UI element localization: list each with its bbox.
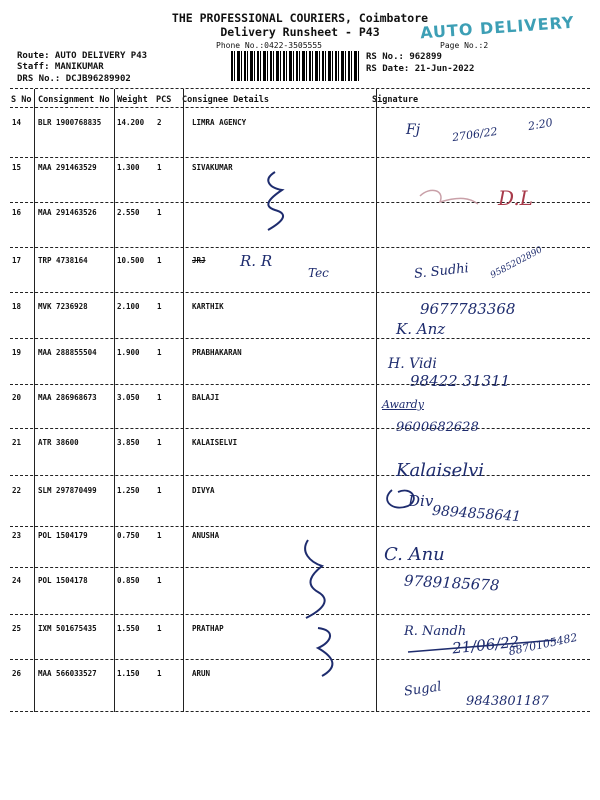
row-consignment: BLR 1900768835: [38, 118, 102, 127]
row-pcs: 1: [157, 393, 162, 402]
row-consignee: PRATHAP: [192, 624, 224, 633]
company-title: THE PROFESSIONAL COURIERS, Coimbatore: [171, 11, 429, 25]
row-weight: 1.300: [117, 163, 140, 172]
row-consignee: KALAISELVI: [192, 438, 238, 447]
handwritten-signature-jrj: S. Sudhi: [413, 261, 470, 282]
row-pcs: 1: [157, 486, 162, 495]
row-pcs: 1: [157, 256, 162, 265]
handwritten-signature-limra: Fj: [406, 122, 421, 138]
row-consignee: KARTHIK: [192, 302, 224, 311]
row-consignment: MAA 291463526: [38, 208, 97, 217]
row-sno: 17: [12, 256, 22, 265]
row-consignee: LIMRA AGENCY: [192, 118, 247, 127]
col-pcs: PCS: [156, 95, 172, 105]
row-consignment: ATR 38600: [38, 438, 79, 447]
row-pcs: 1: [157, 438, 162, 447]
row-consignee: ANUSHA: [192, 531, 220, 540]
row-sno: 15: [12, 163, 22, 172]
row-pcs: 1: [157, 208, 162, 217]
col-signature: Signature: [372, 95, 419, 105]
handwritten-phone-prabhakaran: 98422 31311: [410, 372, 511, 390]
row-consignment: MAA 286968673: [38, 393, 97, 402]
row-pcs: 1: [157, 348, 162, 357]
row-sno: 24: [12, 576, 22, 585]
row-weight: 1.550: [117, 624, 140, 633]
row-consignment: POL 1504179: [38, 531, 88, 540]
col-consignment: Consignment No: [38, 95, 110, 105]
row-weight: 0.850: [117, 576, 140, 585]
faint-red-mark: [420, 190, 478, 204]
handwritten-time-limra: 2:20: [527, 115, 554, 134]
handwritten-signature-anusha: C. Anu: [384, 544, 445, 565]
drs-number: DRS No.: DCJB96289902: [17, 74, 131, 84]
row-sno: 14: [12, 118, 22, 127]
row-sno: 18: [12, 302, 22, 311]
handwritten-phone-divya: 9894858641: [431, 502, 522, 526]
row-sno: 26: [12, 669, 22, 678]
row-pcs: 2: [157, 118, 162, 127]
row-consignee: ARUN: [192, 669, 211, 678]
row-consignment: MAA 288855504: [38, 348, 97, 357]
row-consignment: POL 1504178: [38, 576, 88, 585]
col-weight: Weight: [117, 95, 148, 105]
row-sno: 22: [12, 486, 22, 495]
rs-date: RS Date: 21-Jun-2022: [366, 64, 475, 74]
handwritten-phone-arun: 9843801187: [466, 694, 549, 709]
row-consignee: JRJ: [192, 256, 206, 265]
handwritten-phone-karthik: 9677783368: [420, 300, 516, 318]
row-weight: 1.150: [117, 669, 140, 678]
row-weight: 2.550: [117, 208, 140, 217]
signature-scribble-anusha: [305, 540, 325, 618]
row-sno: 25: [12, 624, 22, 633]
row-consignee: BALAJI: [192, 393, 220, 402]
row-weight: 1.250: [117, 486, 140, 495]
auto-delivery-stamp: AUTO DELIVERY: [419, 12, 576, 43]
route-label: Route: AUTO DELIVERY P43: [17, 51, 148, 61]
row-pcs: 1: [157, 531, 162, 540]
row-weight: 14.200: [117, 118, 145, 127]
row-weight: 3.850: [117, 438, 140, 447]
row-consignment: MVK 7236928: [38, 302, 88, 311]
staff-label: Staff: MANIKUMAR: [17, 62, 104, 72]
row-sno: 21: [12, 438, 22, 447]
handwritten-phone-row24: 9789185678: [403, 571, 500, 595]
row-pcs: 1: [157, 669, 162, 678]
handwritten-date-limra: 2706/22: [451, 124, 499, 145]
signature-scribble-prathap: [318, 628, 332, 676]
row-weight: 1.900: [117, 348, 140, 357]
row-weight: 10.500: [117, 256, 145, 265]
handwritten-signature-arun: Sugal: [403, 679, 443, 700]
handwritten-signature-prabhakaran: H. Vidi: [388, 356, 437, 372]
signature-scribble-sivakumar: [268, 172, 283, 230]
handwritten-phone-prathap: 8870105482: [507, 630, 579, 659]
row-sno: 16: [12, 208, 22, 217]
row-weight: 2.100: [117, 302, 140, 311]
handwritten-name-jrj-2: Tec: [308, 266, 329, 280]
handwritten-signature-row16: D.L: [498, 186, 533, 210]
row-consignee: SIVAKUMAR: [192, 163, 233, 172]
row-pcs: 1: [157, 576, 162, 585]
row-pcs: 1: [157, 624, 162, 633]
row-weight: 3.050: [117, 393, 140, 402]
rs-number: RS No.: 962899: [366, 52, 442, 62]
phone-number: Phone No.:0422-3505555: [216, 41, 322, 50]
row-consignment: SLM 297870499: [38, 486, 97, 495]
row-consignment: IXM 501675435: [38, 624, 97, 633]
handwritten-number-jrj: 9585202890: [489, 245, 545, 281]
row-sno: 19: [12, 348, 22, 357]
col-sno: S No: [11, 95, 32, 105]
row-pcs: 1: [157, 163, 162, 172]
handwritten-signature-balaji: Awardy: [382, 398, 424, 411]
row-sno: 23: [12, 531, 22, 540]
handwritten-signature-karthik: K. Anz: [396, 320, 446, 338]
page-number: Page No.:2: [440, 41, 489, 50]
handwritten-signature-prathap: R. Nandh: [404, 624, 467, 639]
runsheet-title: Delivery Runsheet - P43: [220, 25, 380, 39]
row-pcs: 1: [157, 302, 162, 311]
col-consignee: Consignee Details: [182, 95, 269, 105]
row-weight: 0.750: [117, 531, 140, 540]
row-consignment: MAA 566033527: [38, 669, 97, 678]
handwritten-date-prathap: 21/06/22: [451, 632, 521, 658]
handwritten-signature-divya: Div: [408, 492, 434, 510]
handwritten-phone-balaji: 9600682628: [396, 420, 479, 435]
row-consignee: PRABHAKARAN: [192, 348, 242, 357]
handwritten-signature-kalaiselvi: Kalaiselvi: [396, 460, 484, 481]
row-consignment: MAA 291463529: [38, 163, 97, 172]
row-consignment: TRP 4738164: [38, 256, 88, 265]
row-consignee: DIVYA: [192, 486, 215, 495]
handwritten-name-jrj: R. R: [240, 252, 273, 270]
row-sno: 20: [12, 393, 22, 402]
